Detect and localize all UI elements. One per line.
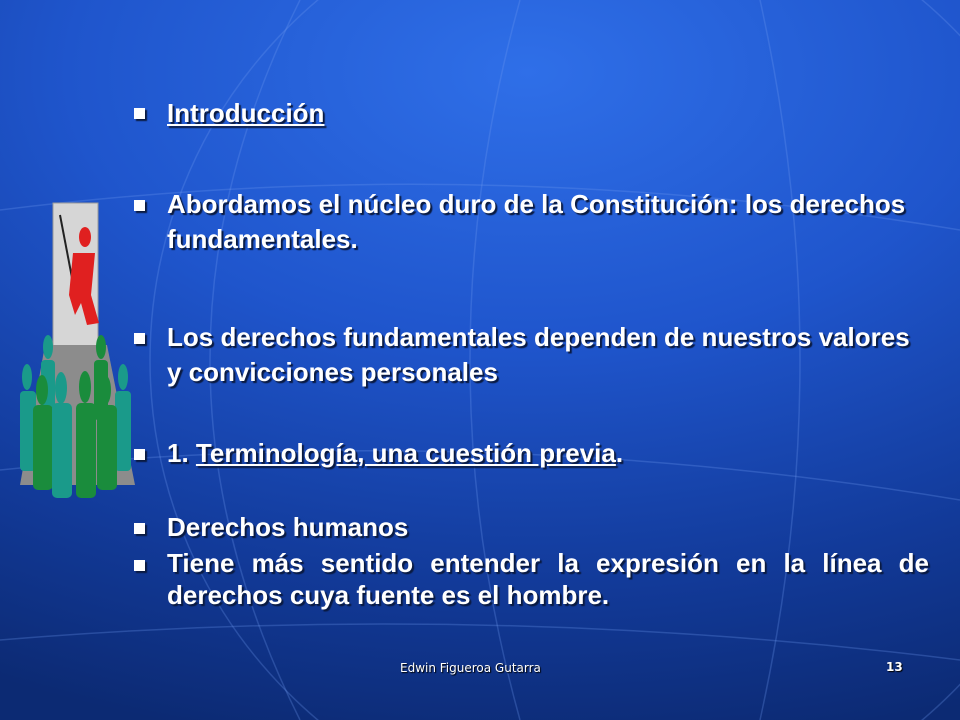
bullet-text: Derechos humanos	[167, 512, 409, 542]
bullet-icon	[134, 200, 145, 211]
bullet-icon	[134, 108, 145, 119]
bullet-text: Los derechos fundamentales dependen de nuestros valores y convicciones personales	[167, 322, 910, 387]
bullet-text: Tiene más sentido entender la expresión en la línea de derechos cuya fuente es el hombre.	[167, 548, 929, 610]
terminology-link-text: Terminología, una cuestión previa	[195, 438, 616, 468]
footer-author: Edwin Figueroa Gutarra	[400, 661, 541, 675]
bullet-text: Abordamos el núcleo duro de la Constitución: los derechos fundamentales.	[167, 189, 906, 254]
bullet-icon	[134, 523, 145, 534]
terminology-period: .	[615, 438, 624, 468]
slide-heading-introduccion: Introducción	[167, 98, 325, 128]
bullet-icon	[134, 560, 145, 571]
presenter-audience-clipart	[15, 195, 140, 505]
bullet-icon	[134, 449, 145, 460]
terminology-number: 1.	[167, 438, 196, 468]
bullet-icon	[134, 333, 145, 344]
slide-number: 13	[886, 660, 903, 674]
terminology-line	[167, 436, 623, 471]
